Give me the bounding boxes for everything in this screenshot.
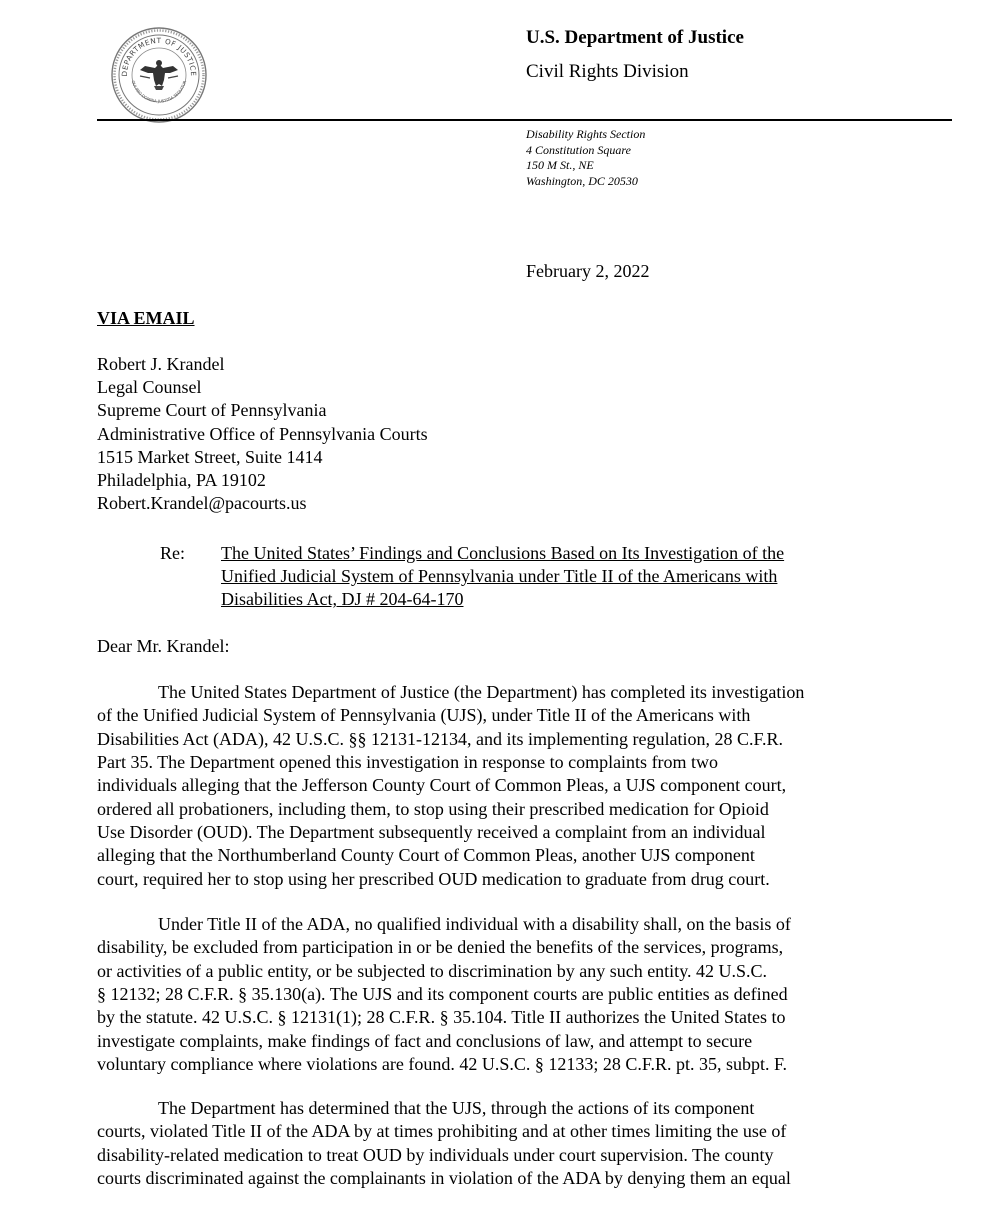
subject-line: Unified Judicial System of Pennsylvania under Title II of the Americans with	[221, 566, 778, 587]
paragraph-line: or activities of a public entity, or be subjected to discrimination by any such entity. 42 U.S.C.	[97, 960, 768, 981]
paragraph-line: courts discriminated against the complainants in violation of the ADA by denying them an equal	[97, 1168, 791, 1189]
address-line: Washington, DC 20530	[526, 173, 638, 188]
paragraph-line: courts, violated Title II of the ADA by at times prohibiting and at other times limiting the use of	[97, 1121, 787, 1142]
department-name: U.S. Department of Justice	[526, 27, 744, 48]
paragraph-line: Use Disorder (OUD). The Department subsequently received a complaint from an individual	[97, 822, 766, 843]
doj-seal-icon	[110, 26, 208, 124]
letter-date: February 2, 2022	[526, 261, 650, 281]
paragraph-line: individuals alleging that the Jefferson County Court of Common Pleas, a UJS component court,	[97, 775, 787, 796]
body-paragraph-1	[97, 681, 897, 891]
address-line: 4 Constitution Square	[526, 142, 631, 157]
paragraph-line: § 12132; 28 C.F.R. § 35.130(a). The UJS and its component courts are public entities as defined	[97, 984, 788, 1005]
salutation: Dear Mr. Krandel:	[97, 636, 230, 656]
subject-line: The United States’ Findings and Conclusions Based on Its Investigation of the	[221, 543, 785, 563]
body-paragraph-2	[97, 913, 897, 1076]
subject-text	[221, 542, 784, 612]
subject-line: Disabilities Act, DJ # 204-64-170	[221, 589, 464, 610]
seal-motto-text: QUI PRO DOMINA JUSTITIA SEQUITUR	[130, 79, 188, 104]
paragraph-line: of the Unified Judicial System of Pennsylvania (UJS), under Title II of the Americans with	[97, 705, 751, 726]
body-paragraph-3	[97, 1097, 897, 1190]
recipient-block	[97, 353, 428, 515]
address-line: Disability Rights Section	[526, 127, 646, 141]
recipient-email: Robert.Krandel@pacourts.us	[97, 493, 307, 514]
section-address	[526, 127, 645, 189]
paragraph-line: disability, be excluded from participation in or be denied the benefits of the services, programs,	[97, 937, 784, 958]
paragraph-line: Disabilities Act (ADA), 42 U.S.C. §§ 12131-12134, and its implementing regulation, 28 C.F.R.	[97, 728, 784, 749]
delivery-method: VIA EMAIL	[97, 308, 195, 328]
recipient-court: Supreme Court of Pennsylvania	[97, 400, 327, 421]
paragraph-line: The United States Department of Justice (the Department) has completed its investigation	[158, 682, 805, 702]
recipient-city: Philadelphia, PA 19102	[97, 470, 266, 491]
subject-label: Re:	[160, 543, 185, 563]
paragraph-line: alleging that the Northumberland County Court of Common Pleas, another UJS component	[97, 845, 755, 866]
seal-ring-text: DEPARTMENT OF JUSTICE	[119, 35, 199, 77]
paragraph-line: investigate complaints, make findings of fact and conclusions of law, and attempt to secure	[97, 1030, 753, 1051]
paragraph-line: The Department has determined that the UJS, through the actions of its component	[158, 1098, 755, 1118]
recipient-title: Legal Counsel	[97, 377, 202, 398]
agency-header	[526, 26, 744, 84]
subject-block	[160, 542, 784, 612]
paragraph-line: Part 35. The Department opened this investigation in response to complaints from two	[97, 752, 719, 773]
paragraph-line: voluntary compliance where violations are found. 42 U.S.C. § 12133; 28 C.F.R. pt. 35, subpt. F.	[97, 1054, 788, 1075]
paragraph-line: Under Title II of the ADA, no qualified individual with a disability shall, on the basis of	[158, 914, 791, 934]
paragraph-line: disability-related medication to treat OUD by individuals under court supervision. The county	[97, 1144, 774, 1165]
address-line: 150 M St., NE	[526, 158, 594, 172]
paragraph-line: by the statute. 42 U.S.C. § 12131(1); 28 C.F.R. § 35.104. Title II authorizes the United States to	[97, 1007, 786, 1028]
recipient-name: Robert J. Krandel	[97, 354, 225, 374]
recipient-street: 1515 Market Street, Suite 1414	[97, 446, 323, 467]
paragraph-line: ordered all probationers, including them, to stop using their prescribed medication for Opioid	[97, 798, 769, 819]
paragraph-line: court, required her to stop using her prescribed OUD medication to graduate from drug court.	[97, 868, 770, 889]
division-name: Civil Rights Division	[526, 61, 689, 82]
header-divider	[97, 119, 952, 121]
recipient-office: Administrative Office of Pennsylvania Courts	[97, 423, 428, 444]
